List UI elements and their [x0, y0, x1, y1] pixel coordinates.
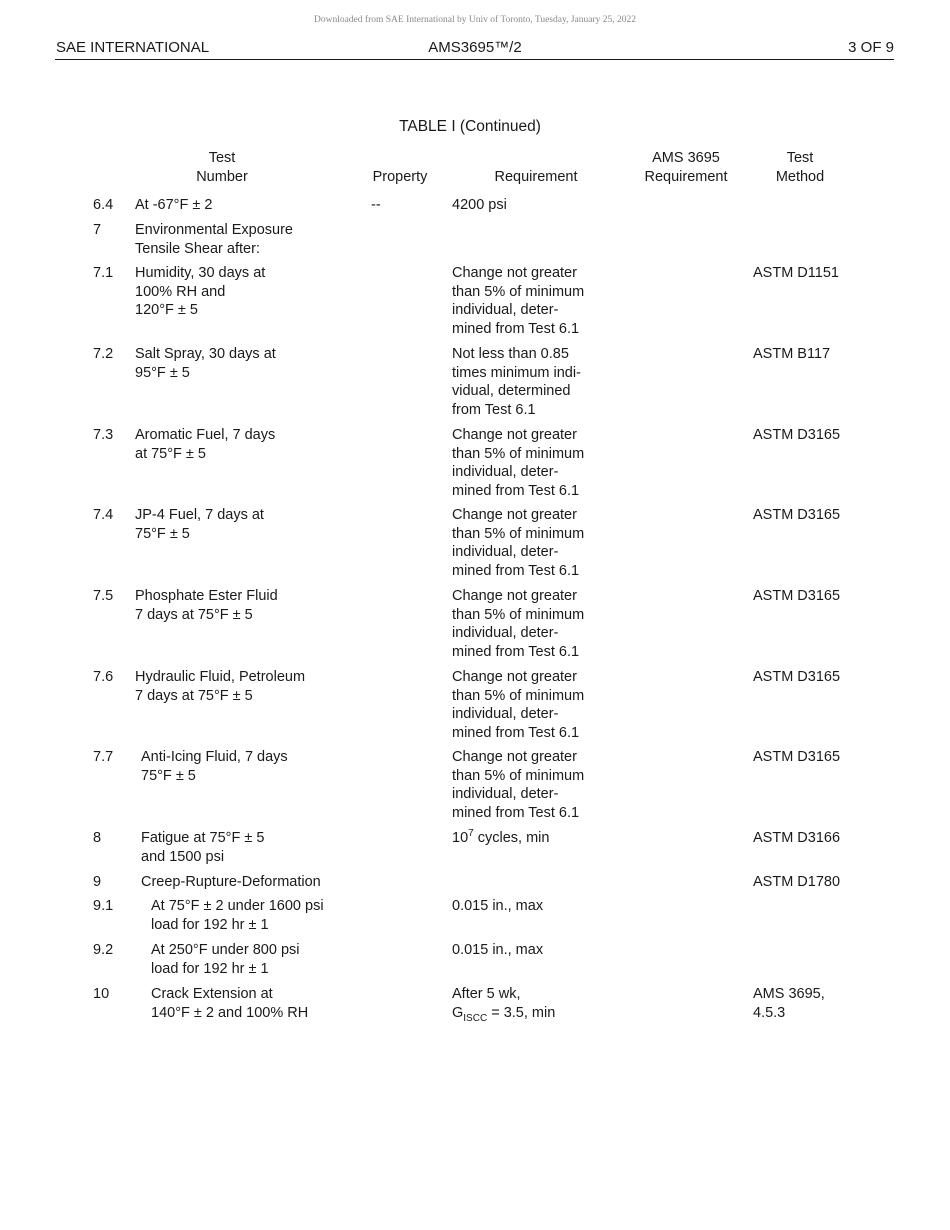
test-description: Environmental Exposure Tensile Shear after: — [135, 222, 293, 257]
test-requirement: Change not greater than 5% of minimum individual, deter- mined from Test 6.1 — [452, 265, 585, 337]
test-description: Crack Extension at 140°F ± 2 and 100% RH — [151, 986, 309, 1021]
test-number: 9 — [93, 874, 102, 890]
test-requirement: Change not greater than 5% of minimum individual, deter- mined from Test 6.1 — [452, 669, 585, 741]
test-number: 7.2 — [93, 346, 114, 362]
test-number: 7 — [93, 222, 102, 238]
test-requirement: 4200 psi — [452, 197, 507, 213]
test-description: Humidity, 30 days at 100% RH and 120°F ± 5 — [135, 265, 266, 318]
test-method: AMS 3695, 4.5.3 — [753, 986, 825, 1021]
test-requirement: Change not greater than 5% of minimum individual, deter- mined from Test 6.1 — [452, 507, 585, 579]
test-method: ASTM D3165 — [753, 669, 841, 685]
test-description: At 250°F under 800 psi load for 192 hr ± 1 — [151, 942, 300, 977]
test-description: Anti-Icing Fluid, 7 days 75°F ± 5 — [141, 749, 288, 784]
test-method: ASTM D3165 — [753, 588, 841, 604]
column-header-test-number: Test Number — [196, 150, 248, 185]
test-number: 7.1 — [93, 265, 114, 281]
requirement-line: After 5 wk, — [452, 986, 521, 1002]
test-number: 7.6 — [93, 669, 114, 685]
test-requirement — [452, 985, 555, 1022]
test-requirement: Not less than 0.85 times minimum indi- vidual, determined from Test 6.1 — [452, 346, 581, 418]
test-method: ASTM D3165 — [753, 749, 841, 765]
column-header-property: Property — [372, 169, 428, 185]
test-requirement: Change not greater than 5% of minimum individual, deter- mined from Test 6.1 — [452, 749, 585, 821]
header-document-number: AMS3695™/2 — [428, 39, 522, 56]
column-header-ams-requirement: AMS 3695 Requirement — [644, 150, 728, 185]
header-page-number: 3 OF 9 — [848, 39, 894, 56]
column-header-requirement: Requirement — [494, 169, 578, 185]
test-description: Salt Spray, 30 days at 95°F ± 5 — [135, 346, 276, 381]
requirement-base: 10 — [452, 830, 469, 846]
test-method: ASTM D1780 — [753, 874, 841, 890]
test-property: -- — [371, 197, 381, 213]
page-header — [55, 39, 894, 60]
test-requirement: Change not greater than 5% of minimum individual, deter- mined from Test 6.1 — [452, 427, 585, 499]
requirement-symbol: G — [452, 1004, 464, 1021]
test-method: ASTM B117 — [753, 346, 831, 362]
test-description: Fatigue at 75°F ± 5 and 1500 psi — [141, 830, 265, 865]
test-description: Aromatic Fuel, 7 days at 75°F ± 5 — [135, 427, 276, 462]
requirement-unit: cycles, min — [473, 830, 550, 846]
column-header-test-method: Test Method — [775, 150, 825, 185]
test-method: ASTM D3166 — [753, 830, 841, 846]
test-method: ASTM D3165 — [753, 507, 841, 523]
test-description: Creep-Rupture-Deformation — [141, 874, 321, 890]
test-number: 6.4 — [93, 197, 114, 213]
test-description: At 75°F ± 2 under 1600 psi load for 192 hr ± 1 — [151, 898, 324, 933]
requirement-exponent: 7 — [468, 828, 474, 840]
test-number: 7.4 — [93, 507, 114, 523]
test-number: 7.3 — [93, 427, 114, 443]
test-description: Hydraulic Fluid, Petroleum 7 days at 75°F ± 5 — [135, 669, 306, 704]
test-requirement: Change not greater than 5% of minimum individual, deter- mined from Test 6.1 — [452, 588, 585, 660]
test-number: 7.5 — [93, 588, 114, 604]
test-requirement — [452, 829, 549, 848]
download-watermark: Downloaded from SAE International by Univ of Toronto, Tuesday, January 25, 2022 — [313, 15, 637, 25]
table-title: TABLE I (Continued) — [399, 118, 541, 135]
test-number: 10 — [93, 986, 110, 1002]
requirement-subscript: ISCC — [463, 1012, 488, 1024]
test-method: ASTM D1151 — [753, 265, 839, 281]
test-requirement: 0.015 in., max — [452, 898, 544, 914]
test-description: At -67°F ± 2 — [135, 197, 213, 213]
test-number: 8 — [93, 830, 102, 846]
test-number: 9.1 — [93, 898, 114, 914]
test-number: 9.2 — [93, 942, 114, 958]
test-requirement: 0.015 in., max — [452, 942, 544, 958]
test-number: 7.7 — [93, 749, 114, 765]
test-description: Phosphate Ester Fluid 7 days at 75°F ± 5 — [135, 588, 278, 623]
header-organization: SAE INTERNATIONAL — [56, 39, 210, 56]
requirement-value: = 3.5, min — [487, 1004, 556, 1021]
test-description: JP-4 Fuel, 7 days at 75°F ± 5 — [135, 507, 264, 542]
test-method: ASTM D3165 — [753, 427, 841, 443]
